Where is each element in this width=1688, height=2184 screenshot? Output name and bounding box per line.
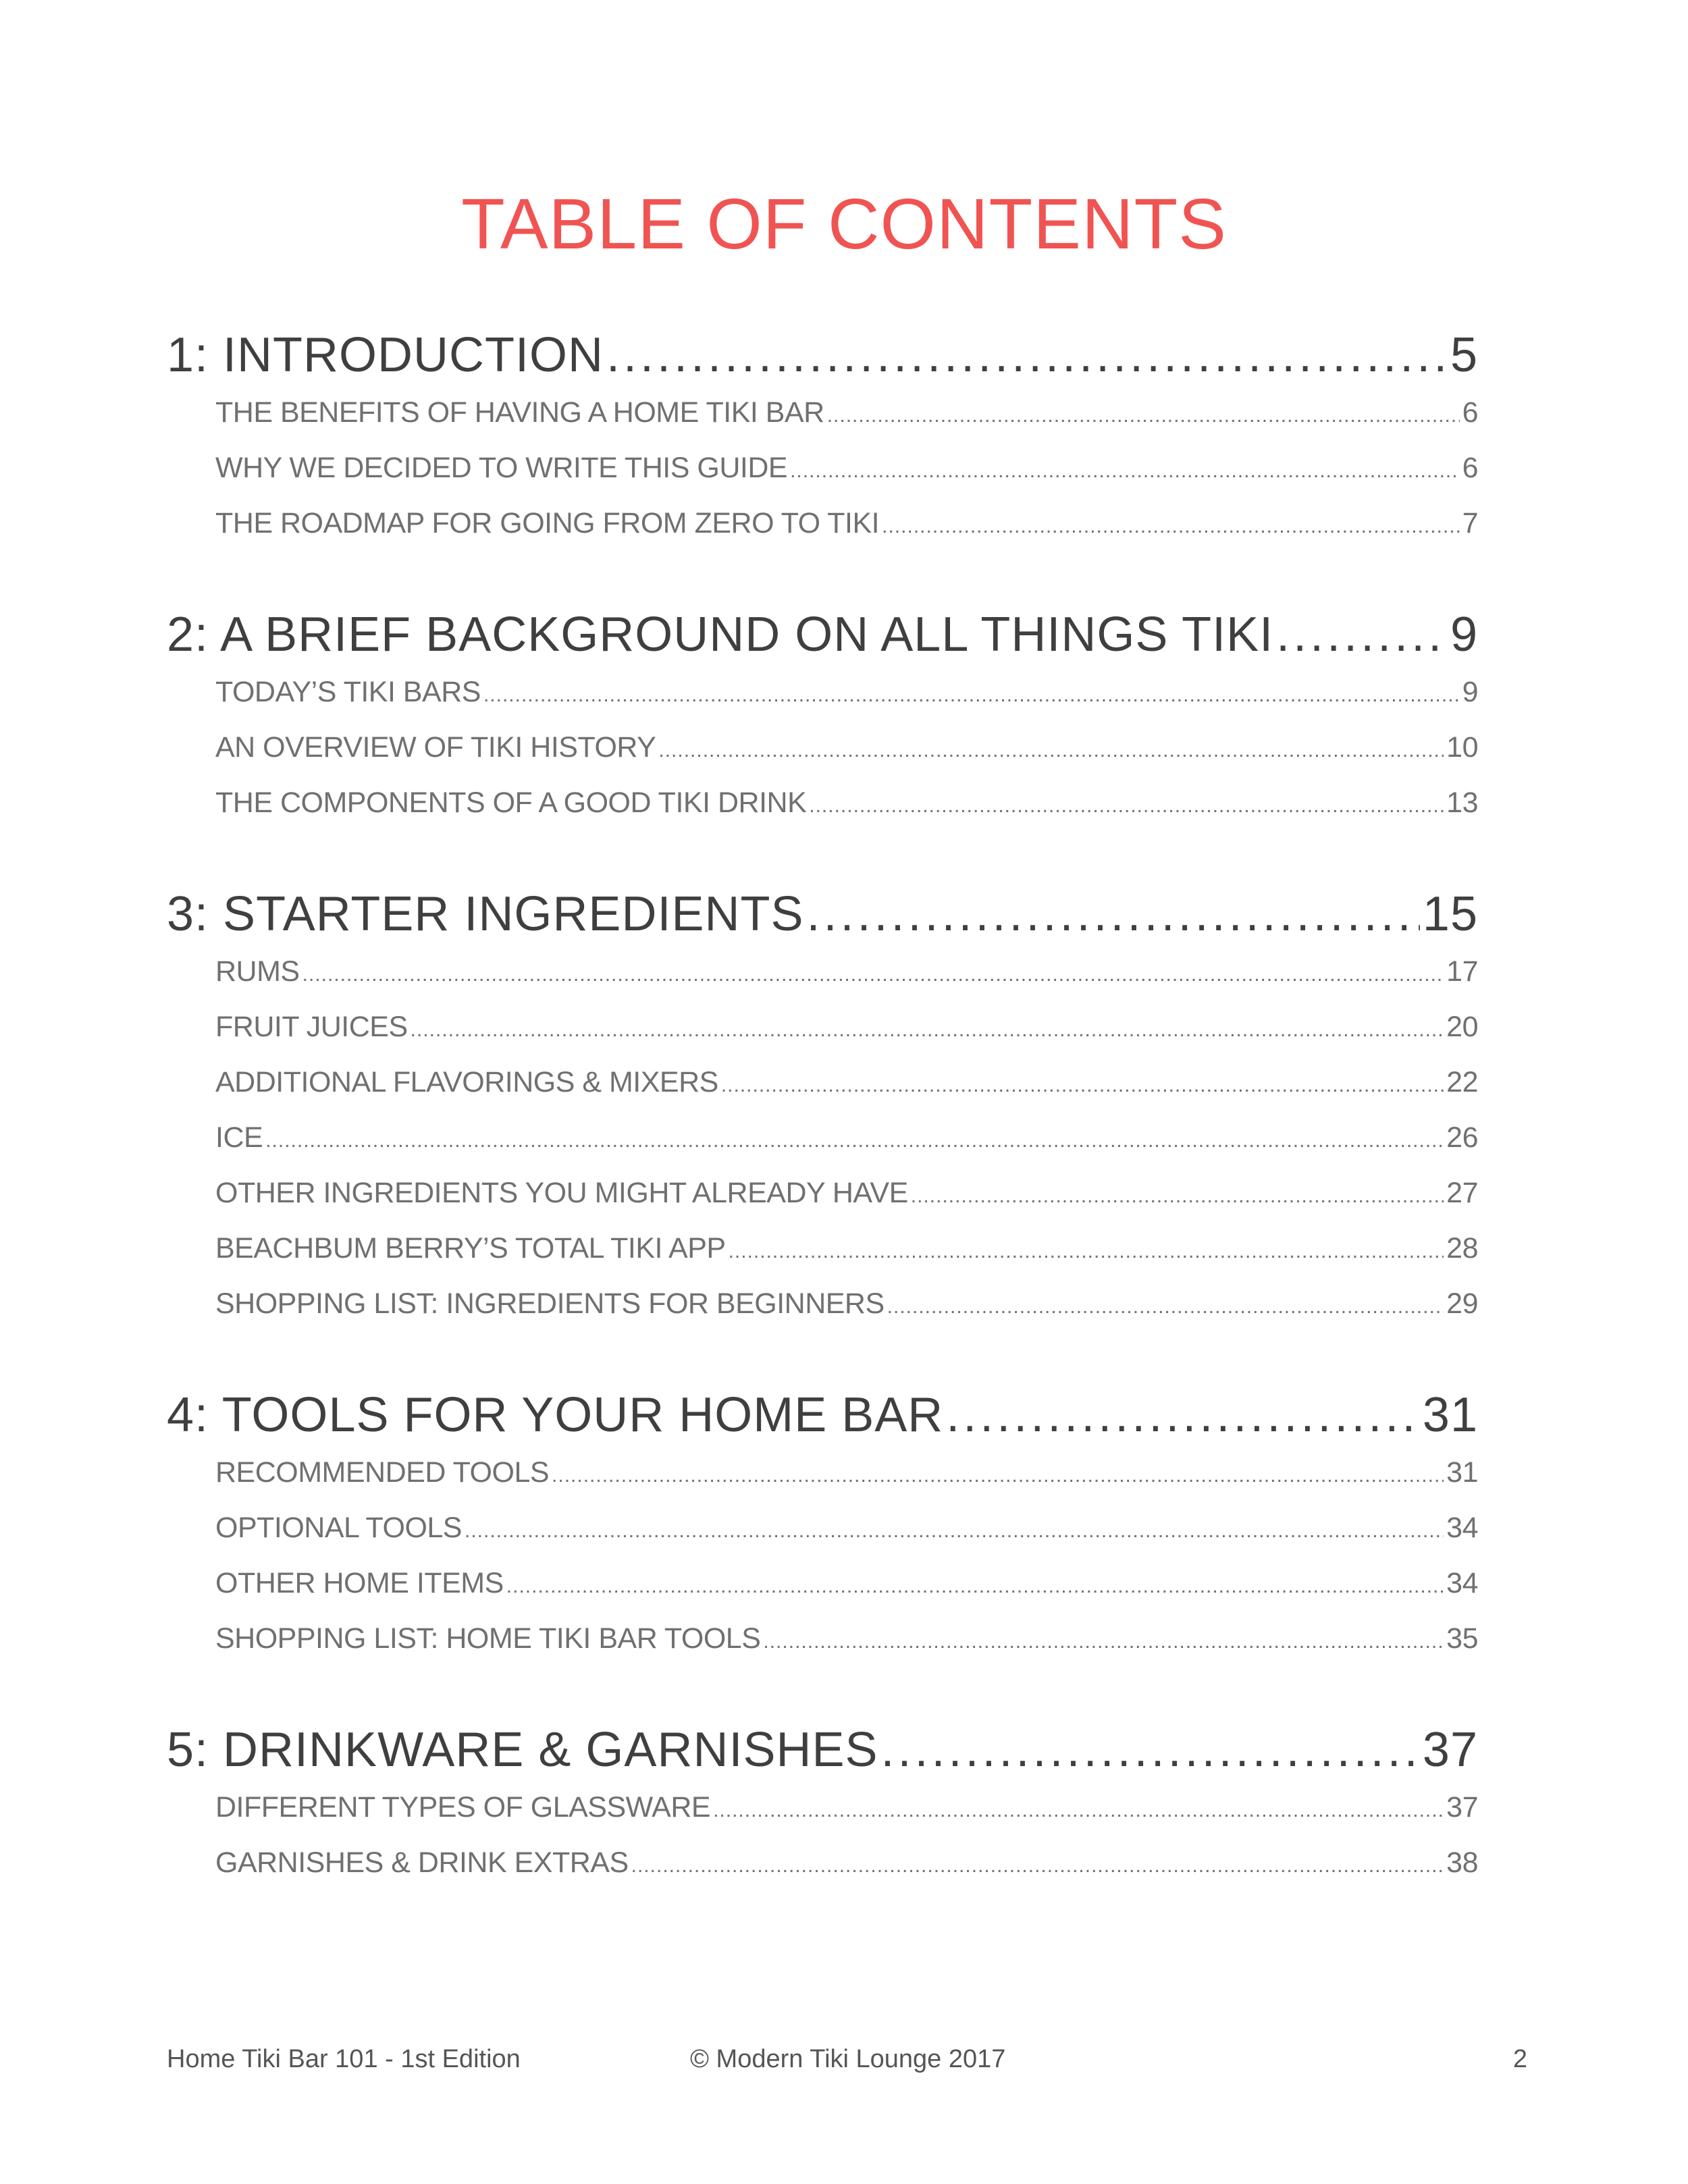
toc-entry[interactable] [215, 1110, 1478, 1165]
entry-title: GARNISHES & DRINK EXTRAS [215, 1846, 629, 1879]
toc-entry[interactable] [215, 1445, 1478, 1500]
entry-title: OTHER HOME ITEMS [215, 1567, 504, 1599]
dot-leader [606, 325, 1448, 385]
toc-chapter [167, 1385, 1478, 1666]
spacer [167, 830, 1478, 884]
toc-entry[interactable] [215, 1276, 1478, 1331]
entry-title: WHY WE DECIDED TO WRITE THIS GUIDE [215, 452, 788, 484]
toc-entry[interactable] [215, 1221, 1478, 1276]
page-footer [167, 2039, 1527, 2079]
toc-entry[interactable] [215, 496, 1478, 551]
dot-leader [465, 1503, 1444, 1559]
dot-leader [827, 388, 1460, 444]
spacer [167, 551, 1478, 605]
dot-leader [506, 1559, 1444, 1614]
dot-leader [881, 1720, 1420, 1780]
entry-title: OTHER INGREDIENTS YOU MIGHT ALREADY HAVE [215, 1177, 908, 1209]
entry-page-number: 6 [1462, 452, 1478, 484]
dot-leader [1276, 605, 1448, 664]
toc-chapter [167, 884, 1478, 1331]
toc-entry[interactable] [215, 999, 1478, 1055]
chapter-page-number: 37 [1422, 1723, 1478, 1777]
toc-entry[interactable] [215, 720, 1478, 775]
entry-title: THE ROADMAP FOR GOING FROM ZERO TO TIKI [215, 507, 880, 539]
footer-edition: Home Tiki Bar 101 - 1st Edition [167, 2045, 521, 2073]
entry-page-number: 22 [1446, 1066, 1478, 1098]
chapter-title: 1: INTRODUCTION [167, 328, 604, 382]
toc-entry[interactable] [215, 944, 1478, 999]
toc-chapter-entry[interactable] [167, 605, 1478, 664]
entry-title: TODAY’S TIKI BARS [215, 676, 481, 708]
toc-entry[interactable] [215, 385, 1478, 440]
chapter-page-number: 5 [1450, 328, 1478, 382]
toc-chapter-entry[interactable] [167, 1720, 1478, 1780]
entry-page-number: 38 [1446, 1846, 1478, 1879]
dot-leader [552, 1448, 1444, 1503]
toc-chapter [167, 325, 1478, 551]
dot-leader [806, 884, 1419, 944]
entry-title: OPTIONAL TOOLS [215, 1512, 462, 1544]
entry-page-number: 17 [1446, 955, 1478, 988]
toc-entry[interactable] [215, 1055, 1478, 1110]
dot-leader [809, 778, 1444, 834]
entry-title: ADDITIONAL FLAVORINGS & MIXERS [215, 1066, 718, 1098]
entry-title: THE COMPONENTS OF A GOOD TIKI DRINK [215, 787, 807, 819]
page-title: TABLE OF CONTENTS [460, 184, 1228, 264]
dot-leader [631, 1838, 1444, 1894]
entry-title: SHOPPING LIST: INGREDIENTS FOR BEGINNERS [215, 1287, 885, 1320]
chapter-page-number: 31 [1422, 1388, 1478, 1442]
toc-chapter [167, 1720, 1478, 1890]
dot-leader [946, 1385, 1420, 1445]
toc-entry[interactable] [215, 1555, 1478, 1611]
entry-title: RUMS [215, 955, 300, 988]
dot-leader [483, 668, 1460, 723]
dot-leader [882, 499, 1459, 554]
chapter-title: 3: STARTER INGREDIENTS [167, 887, 804, 941]
dot-leader [713, 1783, 1444, 1838]
footer-copyright: © Modern Tiki Lounge 2017 [690, 2045, 1006, 2073]
dot-leader [887, 1279, 1444, 1335]
chapter-title: 4: TOOLS FOR YOUR HOME BAR [167, 1388, 944, 1442]
dot-leader [658, 723, 1444, 778]
entry-title: BEACHBUM BERRY’S TOTAL TIKI APP [215, 1232, 726, 1264]
chapter-title: 5: DRINKWARE & GARNISHES [167, 1723, 878, 1777]
toc-entry[interactable] [215, 1835, 1478, 1890]
toc-chapter [167, 605, 1478, 830]
entry-page-number: 37 [1446, 1791, 1478, 1823]
spacer [167, 1666, 1478, 1720]
toc-entry[interactable] [215, 1780, 1478, 1835]
toc-chapter-entry[interactable] [167, 325, 1478, 385]
entry-page-number: 10 [1446, 731, 1478, 764]
dot-leader [411, 1003, 1444, 1058]
dot-leader [729, 1224, 1444, 1279]
entry-page-number: 20 [1446, 1011, 1478, 1043]
toc-entry[interactable] [215, 775, 1478, 830]
dot-leader [302, 947, 1444, 1003]
entry-page-number: 13 [1446, 787, 1478, 819]
entry-title: RECOMMENDED TOOLS [215, 1456, 550, 1489]
footer-page-number: 2 [1512, 2045, 1527, 2073]
toc-chapter-entry[interactable] [167, 1385, 1478, 1445]
entry-title: FRUIT JUICES [215, 1011, 408, 1043]
dot-leader [790, 444, 1460, 499]
chapter-title: 2: A BRIEF BACKGROUND ON ALL THINGS TIKI [167, 608, 1274, 662]
toc-entry[interactable] [215, 1611, 1478, 1666]
entry-page-number: 9 [1462, 676, 1478, 708]
entry-title: AN OVERVIEW OF TIKI HISTORY [215, 731, 656, 764]
spacer [167, 1331, 1478, 1385]
entry-page-number: 6 [1462, 396, 1478, 429]
entry-page-number: 29 [1446, 1287, 1478, 1320]
table-of-contents [167, 325, 1478, 1890]
entry-page-number: 34 [1446, 1567, 1478, 1599]
entry-title: DIFFERENT TYPES OF GLASSWARE [215, 1791, 711, 1823]
entry-page-number: 7 [1462, 507, 1478, 539]
toc-chapter-entry[interactable] [167, 884, 1478, 944]
entry-page-number: 27 [1446, 1177, 1478, 1209]
entry-page-number: 35 [1446, 1622, 1478, 1655]
dot-leader [721, 1058, 1444, 1113]
toc-entry[interactable] [215, 664, 1478, 720]
entry-page-number: 34 [1446, 1512, 1478, 1544]
toc-entry[interactable] [215, 440, 1478, 496]
chapter-page-number: 9 [1450, 608, 1478, 662]
entry-page-number: 28 [1446, 1232, 1478, 1264]
toc-entry[interactable] [215, 1500, 1478, 1555]
dot-leader [763, 1614, 1444, 1670]
chapter-page-number: 15 [1422, 887, 1478, 941]
entry-title: THE BENEFITS OF HAVING A HOME TIKI BAR [215, 396, 824, 429]
entry-title: ICE [215, 1121, 263, 1154]
dot-leader [911, 1169, 1444, 1224]
entry-page-number: 26 [1446, 1121, 1478, 1154]
toc-entry[interactable] [215, 1165, 1478, 1221]
dot-leader [265, 1113, 1444, 1169]
entry-title: SHOPPING LIST: HOME TIKI BAR TOOLS [215, 1622, 761, 1655]
entry-page-number: 31 [1446, 1456, 1478, 1489]
